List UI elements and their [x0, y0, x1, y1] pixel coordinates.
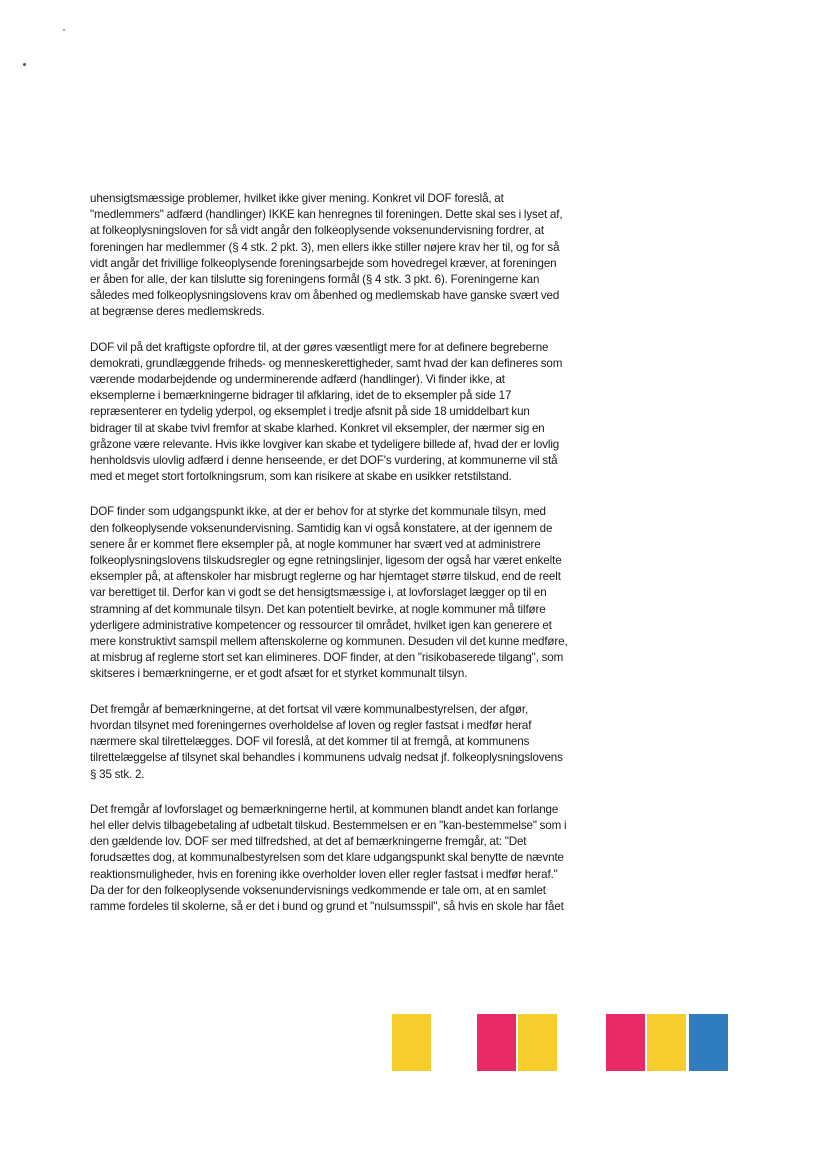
text-line: eksempler på, at aftenskoler har misbrugt reglerne og har hjemtaget større tilskud, end de reelt — [90, 570, 561, 584]
text-line: ramme fordeles til skolerne, så er det i bund og grund et "nulsumsspil", så hvis en skole har fået — [90, 899, 564, 913]
scan-speck — [63, 29, 65, 31]
paragraph-membership — [90, 191, 600, 321]
paragraph-municipal-council — [90, 702, 600, 783]
text-line: hel eller delvis tilbagebetaling af udbetalt tilskud. Bestemmelsen er en "kan-bestemmelse" som i — [90, 818, 567, 832]
scan-speck — [23, 63, 26, 66]
text-line: "medlemmers" adfærd (handlinger) IKKE kan henregnes til foreningen. Dette skal ses i lyset af, — [90, 208, 563, 222]
text-line: DOF vil på det kraftigste opfordre til, at der gøres væsentligt mere for at definere begreberne — [90, 340, 549, 354]
text-line: senere år er kommet flere eksempler på, at nogle kommuner har svært ved at administrere — [90, 537, 541, 551]
text-line: var berettiget til. Derfor kan vi godt se det hensigtsmæssige i, at lovforslaget lægger op til en — [90, 586, 547, 600]
text-line: skitseres i bemærkningerne, er et godt afsæt for et styrket kommunalt tilsyn. — [90, 667, 468, 681]
text-line: hvordan tilsynet med foreningernes overholdelse af loven og regler fastsat i medfør heraf — [90, 718, 532, 732]
text-line: forudsættes dog, at kommunalbestyrelsen som det klare udgangspunkt skal benytte de nævnte — [90, 851, 564, 865]
text-line: folkeoplysningslovens tilskudsregler og egne retningslinjer, ligesom der også har været enkelte — [90, 554, 562, 568]
text-line: uhensigtsmæssige problemer, hvilket ikke giver mening. Konkret vil DOF foreslå, at — [90, 192, 504, 205]
text-line: den gældende lov. DOF ser med tilfredshed, at det af bemærkningerne fremgår, at: "Det — [90, 835, 527, 849]
yellow-bar — [647, 1014, 686, 1071]
yellow-bar — [518, 1014, 557, 1071]
text-line: mere konstruktivt samspil mellem aftenskolerne og kommunen. Desuden vil det kunne medføre, — [90, 635, 568, 649]
text-line: Det fremgår af bemærkningerne, at det fortsat vil være kommunalbestyrelsen, der afgør, — [90, 702, 529, 716]
text-line: foreningen har medlemmer (§ 4 stk. 2 pkt. 3), men ellers ikke stiller nøjere krav her til, og for så — [90, 240, 560, 254]
text-line: henholdsvis ulovlig adfærd i denne henseende, er det DOF's vurdering, at kommunerne vil stå — [90, 454, 558, 468]
paragraph-repayment — [90, 802, 600, 915]
text-line: at misbrug af reglerne stort set kan elimineres. DOF finder, at den "risikobaserede tilgang", som — [90, 651, 564, 665]
text-line: eksemplerne i bemærkningerne bidrager til afklaring, idet de to eksempler på side 17 — [90, 389, 512, 403]
text-line: værende modarbejdende og underminerende adfærd (handlinger). Vi finder ikke, at — [90, 373, 505, 387]
text-line: vidt angår det frivillige folkeoplysende foreningsarbejde som hovedregel kræver, at foreningen — [90, 256, 557, 270]
text-line: reaktionsmuligheder, hvis en forening ikke overholder loven eller regler fastsat i medfør heraf." — [90, 867, 558, 881]
text-line: § 35 stk. 2. — [90, 767, 145, 781]
red-bar — [606, 1014, 645, 1071]
text-line: er åben for alle, der kan tilslutte sig foreningens formål (§ 4 stk. 3 pkt. 6). Foreningerne kan — [90, 273, 540, 287]
letter-body — [90, 191, 600, 934]
yellow-bar — [392, 1014, 431, 1071]
text-line: bidrager til at skabe tvivl fremfor at skabe klarhed. Konkret vil eksempler, der nærmer sig en — [90, 421, 545, 435]
text-line: Da der for den folkeoplysende voksenundervisnings vedkommende er tale om, at en samlet — [90, 883, 546, 897]
text-line: Det fremgår af lovforslaget og bemærkningerne hertil, at kommunen blandt andet kan forlange — [90, 802, 559, 816]
text-line: demokrati, grundlæggende friheds- og menneskerettigheder, samt hvad der kan defineres som — [90, 356, 563, 370]
text-line: tilrettelæggelse af tilsynet skal behandles i kommunens udvalg nedsat jf. folkeoplysningslovens — [90, 751, 563, 765]
text-line: den folkeoplysende voksenundervisning. Samtidig kan vi også konstatere, at der igennem de — [90, 521, 553, 535]
paragraph-supervision — [90, 504, 600, 682]
text-line: nærmere skal tilrettelægges. DOF vil foreslå, at det kommer til at fremgå, at kommunens — [90, 735, 530, 749]
red-bar — [477, 1014, 516, 1071]
text-line: stramning af det kommunale tilsyn. Det kan potentielt bevirke, at nogle kommuner må tilføre — [90, 602, 546, 616]
text-line: at begrænse deres medlemskreds. — [90, 305, 265, 319]
text-line: yderligere administrative kompetencer og ressourcer til området, hvilket igen kan generere et — [90, 618, 552, 632]
text-line: DOF finder som udgangspunkt ikke, at der er behov for at styrke det kommunale tilsyn, med — [90, 505, 546, 519]
text-line: med et meget stort fortolkningsrum, som kan risikere at skabe en usikker retstilstand. — [90, 470, 512, 484]
text-line: således med folkeoplysningslovens krav om åbenhed og medlemskab have ganske svært ved — [90, 289, 560, 303]
text-line: repræsenterer en tydelig yderpol, og eksemplet i tredje afsnit på side 18 umiddelbart kun — [90, 405, 530, 419]
text-line: at folkeoplysningsloven for så vidt angår den folkeoplysende voksenundervisning fordrer, at — [90, 224, 544, 238]
text-line: gråzone være relevante. Hvis ikke lovgiver kan skabe et tydeligere billede af, hvad der er lovlig — [90, 437, 560, 451]
paragraph-definitions — [90, 340, 600, 486]
blue-bar — [689, 1014, 728, 1071]
